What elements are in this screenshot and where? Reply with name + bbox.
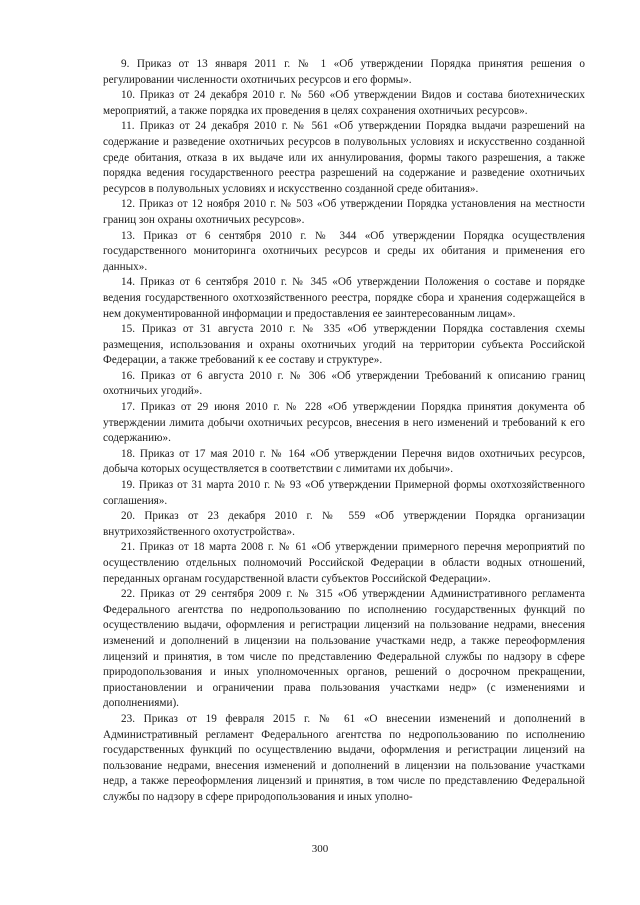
document-body [103, 57, 585, 806]
list-item: 21. Приказ от 18 марта 2008 г. № 61 «Об утверждении примерного перечня мероприятий по осуществлению отдельных полномочий Российской Федерации в области водных отношений, переданных органам государственной власти субъектов Российской Федерации». [103, 541, 585, 585]
list-item: 11. Приказ от 24 декабря 2010 г. № 561 «Об утверждении Порядка выдачи разрешений на содержание и разведение охотничьих ресурсов в полувольных условиях и искусственно созданной среде обитания, отказа в их выдаче или их аннулирования, формы такого разрешения, а также порядка ведения государственного реестра разрешений на содержание и разведение охотничьих ресурсов в полувольных условиях и искусственно созданной среде обитания». [103, 120, 585, 195]
list-item: 22. Приказ от 29 сентября 2009 г. № 315 «Об утверждении Административного регламента Федерального агентства по недропользованию по исполнению государственных функций по осуществлению выдачи, оформления и регистрации лицензий на пользование недрами, внесения изменений и дополнений в лицензии на пользование участками недр, а также переоформления лицензий и принятия, в том числе по представлению Федеральной службы по надзору в сфере природопользования и иных уполномоченных органов, решений о досрочном прекращении, приостановлении и ограничении права пользования участками недр» (с изменениями и дополнениями). [103, 588, 585, 710]
list-item: 16. Приказ от 6 августа 2010 г. № 306 «Об утверждении Требований к описанию границ охотничьих угодий». [103, 369, 585, 398]
list-item: 15. Приказ от 31 августа 2010 г. № 335 «Об утверждении Порядка составления схемы размещения, использования и охраны охотничьих угодий на территории субъекта Российской Федерации, а также требований к ее составу и структуре». [103, 323, 585, 367]
list-item: 9. Приказ от 13 января 2011 г. № 1 «Об утверждении Порядка принятия решения о регулировании численности охотничьих ресурсов и его формы». [103, 58, 585, 86]
list-item: 10. Приказ от 24 декабря 2010 г. № 560 «Об утверждении Видов и состава биотехнических мероприятий, а также порядка их проведения в целях сохранения охотничьих ресурсов». [103, 89, 585, 117]
list-item: 17. Приказ от 29 июня 2010 г. № 228 «Об утверждении Порядка принятия документа об утверждении лимита добычи охотничьих ресурсов, внесения в него изменений и требований к его содержанию». [103, 401, 585, 445]
list-item: 19. Приказ от 31 марта 2010 г. № 93 «Об утверждении Примерной формы охотхозяйственного соглашения». [103, 479, 585, 507]
list-item: 18. Приказ от 17 мая 2010 г. № 164 «Об утверждении Перечня видов охотничьих ресурсов, добыча которых осуществляется в соответствии с лимитами их добычи». [103, 447, 585, 476]
list-item: 12. Приказ от 12 ноября 2010 г. № 503 «Об утверждении Порядка установления на местности границ зон охраны охотничьих ресурсов». [103, 198, 585, 226]
list-item: 14. Приказ от 6 сентября 2010 г. № 345 «Об утверждении Положения о составе и порядке ведения государственного охотхозяйственного реестра, порядке сбора и хранения содержащейся в нем документированной информации и предоставления ее заинтересованным лицам». [103, 276, 585, 320]
list-item: 13. Приказ от 6 сентября 2010 г. № 344 «Об утверждении Порядка осуществления государственного мониторинга охотничьих ресурсов и среды их обитания и применения его данных». [103, 229, 585, 273]
list-item: 20. Приказ от 23 декабря 2010 г. № 559 «Об утверждении Порядка организации внутрихозяйственного охотустройства». [103, 510, 585, 538]
page-number: 300 [311, 843, 329, 855]
list-item: 23. Приказ от 19 февраля 2015 г. № 61 «О внесении изменений и дополнений в Административный регламент Федерального агентства по недропользованию по исполнению государственных функций по осуществлению выдачи, оформления и регистрации лицензий на пользование недрами, внесения изменений и дополнений в лицензии на пользование участками недр, а также переоформления лицензий и принятия, в том числе по представлению Федеральной службы по надзору в сфере природопользования и иных уполно- [103, 712, 585, 803]
